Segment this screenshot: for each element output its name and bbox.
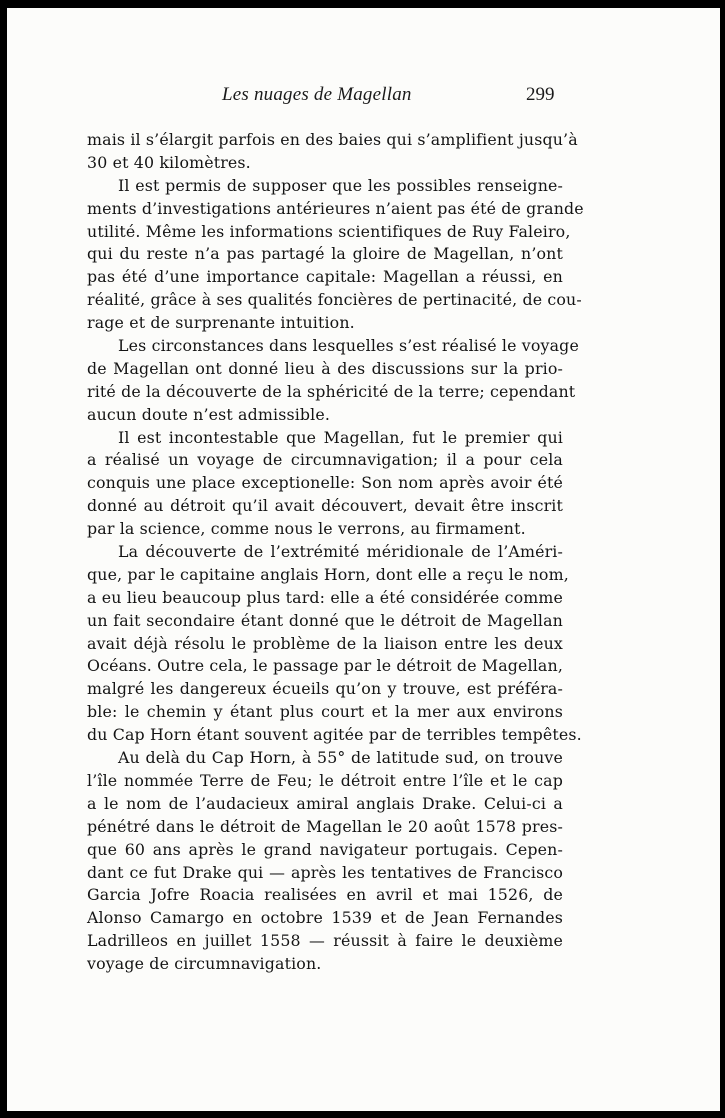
text-line: utilité. Même les informations scientifiques de Ruy Faleiro, bbox=[87, 221, 571, 241]
text-line: ble: le chemin y étant plus court et la mer aux environs bbox=[87, 702, 563, 722]
text-line: a eu lieu beaucoup plus tard: elle a été considérée comme bbox=[87, 587, 563, 607]
text-line: a réalisé un voyage de circumnavigation; il a pour cela bbox=[87, 450, 563, 470]
text-line: que 60 ans après le grand navigateur portugais. Cepen- bbox=[87, 839, 563, 859]
text-line: rage et de surprenante intuition. bbox=[87, 313, 355, 333]
text-line: un fait secondaire étant donné que le détroit de Magellan bbox=[87, 610, 563, 630]
text-line: pas été d’une importance capitale: Magellan a réussi, en bbox=[87, 267, 563, 287]
paragraph bbox=[87, 335, 579, 427]
text-line: que, par le capitaine anglais Horn, dont elle a reçu le nom, bbox=[87, 564, 569, 584]
text-line: rité de la découverte de la sphéricité de la terre; cependant bbox=[87, 381, 576, 401]
text-line: qui du reste n’a pas partagé la gloire de Magellan, n’ont bbox=[87, 244, 563, 264]
body-text bbox=[87, 129, 584, 976]
text-line: 30 et 40 kilomètres. bbox=[87, 152, 251, 172]
text-line: donné au détroit qu’il avait découvert, devait être inscrit bbox=[87, 496, 563, 516]
text-line: conquis une place exceptionelle: Son nom après avoir été bbox=[87, 473, 563, 493]
text-line: Garcia Jofre Roacia realisées en avril et mai 1526, de bbox=[87, 885, 563, 905]
paragraph bbox=[87, 129, 578, 175]
text-line: de Magellan ont donné lieu à des discussions sur la prio- bbox=[87, 358, 563, 378]
text-line: a le nom de l’audacieux amiral anglais Drake. Celui-ci a bbox=[87, 793, 563, 813]
text-line: Alonso Camargo en octobre 1539 et de Jean Fernandes bbox=[87, 908, 563, 928]
paragraph bbox=[87, 175, 584, 335]
text-line: malgré les dangereux écueils qu’on y trouve, est préféra- bbox=[87, 679, 563, 699]
text-line: Ladrilleos en juillet 1558 — réussit à faire le deuxième bbox=[87, 931, 563, 951]
text-line: voyage de circumnavigation. bbox=[87, 954, 322, 974]
text-line: avait déjà résolu le problème de la liaison entre les deux bbox=[87, 633, 563, 653]
text-line: Les circonstances dans lesquelles s’est réalisé le voyage bbox=[118, 336, 579, 356]
text-line: l’île nommée Terre de Feu; le détroit entre l’île et le cap bbox=[87, 770, 563, 790]
text-line: pénétré dans le détroit de Magellan le 20 août 1578 pres- bbox=[87, 816, 563, 836]
text-line: La découverte de l’extrémité méridionale de l’Améri- bbox=[118, 542, 563, 562]
text-line: Au delà du Cap Horn, à 55° de latitude sud, on trouve bbox=[118, 748, 563, 768]
book-page bbox=[7, 8, 720, 1111]
text-line: mais il s’élargit parfois en des baies qui s’amplifient jusqu’à bbox=[87, 130, 578, 149]
text-line: Océans. Outre cela, le passage par le détroit de Magellan, bbox=[87, 656, 563, 676]
text-line: du Cap Horn étant souvent agitée par de terribles tempêtes. bbox=[87, 725, 582, 745]
text-line: ments d’investigations antérieures n’aient pas été de grande bbox=[87, 198, 584, 218]
text-line: Il est incontestable que Magellan, fut le premier qui bbox=[118, 427, 563, 447]
text-line: aucun doute n’est admissible. bbox=[87, 404, 331, 424]
running-title: Les nuages de Magellan bbox=[222, 84, 412, 105]
text-line: dant ce fut Drake qui — après les tentatives de Francisco bbox=[87, 862, 563, 882]
text-line: Il est permis de supposer que les possibles renseigne- bbox=[118, 175, 563, 195]
page-number: 299 bbox=[526, 84, 555, 105]
text-line: réalité, grâce à ses qualités foncières de pertinacité, de cou- bbox=[87, 290, 582, 310]
paragraph bbox=[87, 427, 563, 541]
page-header bbox=[7, 84, 720, 110]
paragraph bbox=[87, 747, 563, 976]
text-line: par la science, comme nous le verrons, au firmament. bbox=[87, 519, 526, 539]
paragraph bbox=[87, 541, 582, 747]
